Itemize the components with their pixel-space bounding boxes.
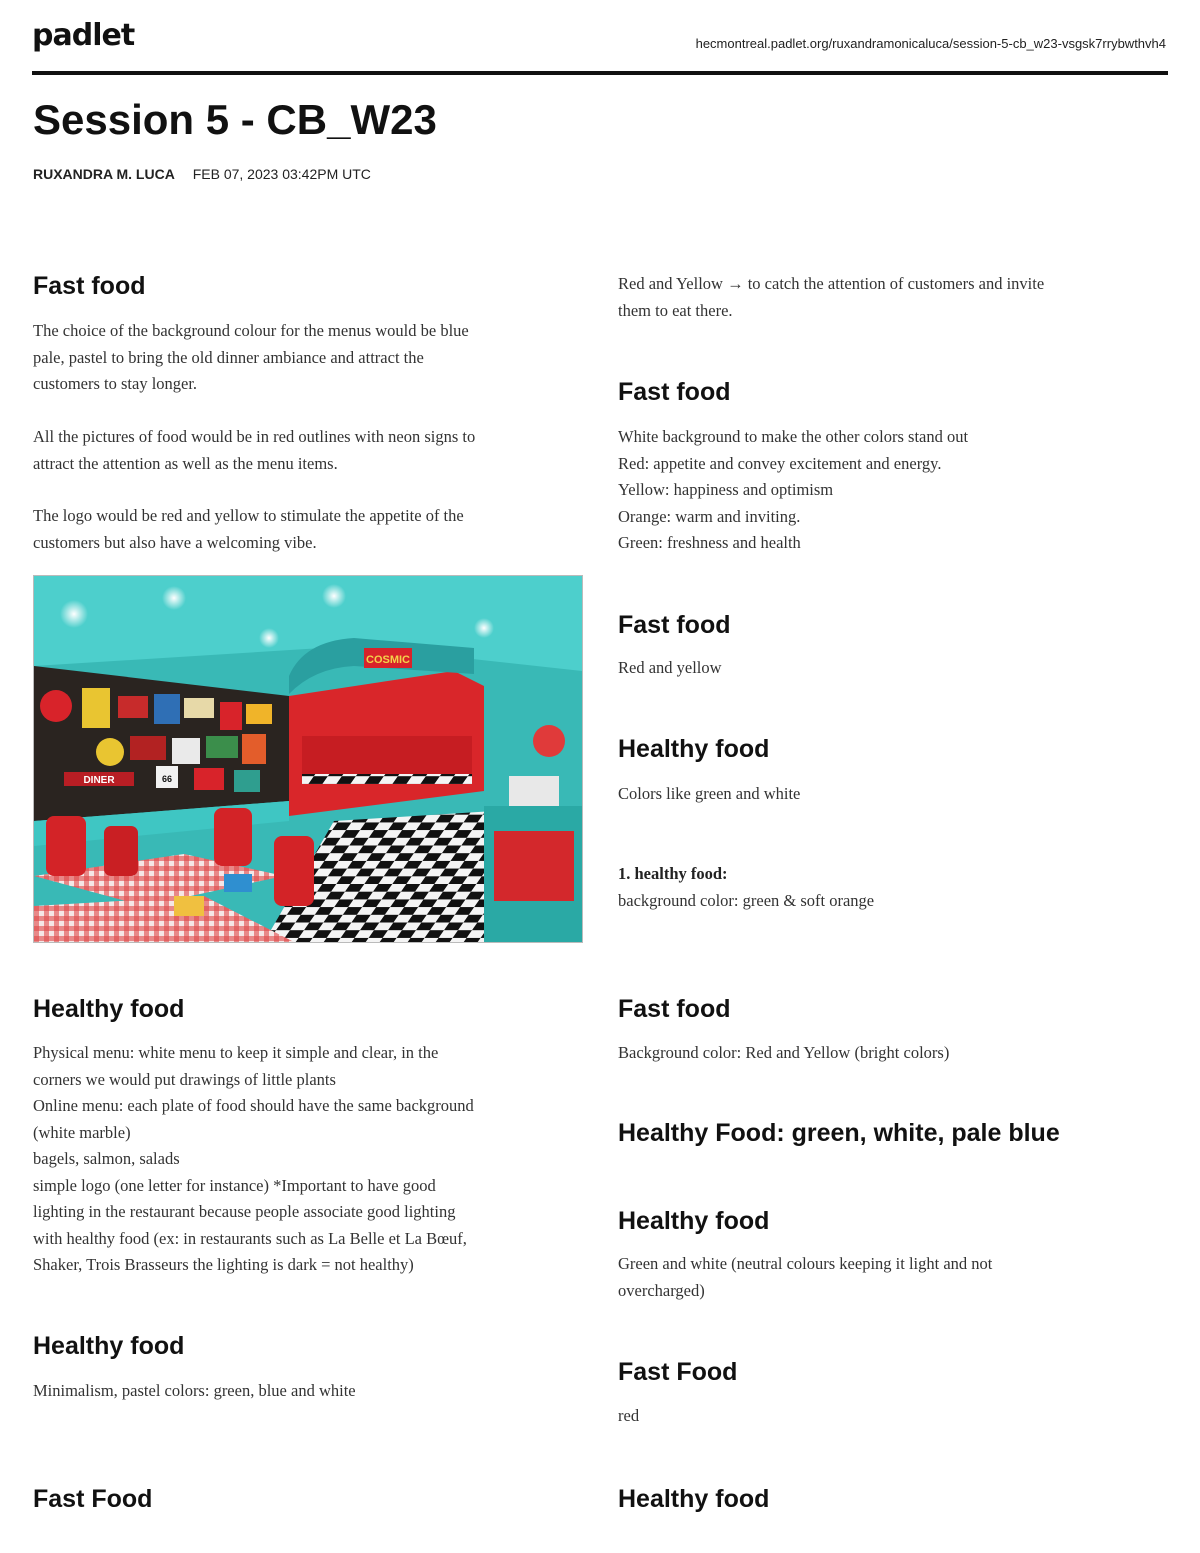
post-subject: Healthy food [33, 995, 185, 1023]
post-fast-food-6[interactable] [618, 1358, 1168, 1387]
post-subject: Healthy food [618, 1485, 770, 1513]
diner-photo[interactable] [33, 575, 583, 943]
post-body: Colors like green and white [618, 784, 801, 803]
post-subject: Healthy food [618, 735, 770, 763]
post-body: White background to make the other colors stand out Red: appetite and convey excitement and energy. Yellow: happiness and optimism Orange: warm and inviting. Green: freshness and health [618, 427, 969, 552]
post-body: red [618, 1406, 640, 1425]
post-subject: Fast food [618, 995, 731, 1023]
post-subject: Fast Food [33, 1485, 153, 1513]
post-fast-food-2[interactable] [33, 1485, 593, 1514]
post-fast-food-4[interactable] [618, 611, 1168, 640]
post-body: Red and Yellow → to catch the attention of customers and invite them to eat there. [618, 274, 1045, 320]
post-body: All the pictures of food would be in red outlines with neon signs to attract the attention as well as the menu items. [33, 427, 476, 473]
post-body: Red and yellow [618, 658, 722, 677]
post-healthy-food-5[interactable] [618, 1207, 1168, 1236]
post-healthy-food-4[interactable] [618, 1119, 1168, 1148]
post-subject: Healthy food [618, 1207, 770, 1235]
post-subject: Healthy Food: green, white, pale blue [618, 1119, 1060, 1147]
post-fast-food-3[interactable] [618, 378, 1168, 407]
post-subject: Fast food [33, 272, 146, 300]
post-healthy-food-1[interactable] [33, 995, 593, 1024]
sign-cosmic: COSMIC [366, 654, 410, 666]
post-healthy-food-6[interactable] [618, 1485, 1168, 1514]
diner-illustration [34, 576, 582, 942]
post-body: background color: green & soft orange [618, 891, 875, 910]
board-url[interactable]: hecmontreal.padlet.org/ruxandramonicaluca/session-5-cb_w23-vsgsk7rrybwthvh4 [695, 36, 1166, 51]
header-divider [32, 71, 1168, 75]
post-healthy-food-3[interactable] [618, 735, 1168, 764]
sign-route-66: 66 [161, 774, 173, 784]
post-body: Physical menu: white menu to keep it simple and clear, in the corners we would put drawings of little plants Online menu: each plate of food should have the same background (white marble) bagels, salmon, salads simple logo (one letter for instance) *Important to have good lighting in the restaurant because people associate good lighting with healthy food (ex: in restaurants such as La Belle et La Bœuf, Shaker, Trois Brasseurs the lighting is dark = not healthy) [33, 1043, 474, 1274]
post-fast-food-1[interactable] [33, 272, 593, 301]
post-subject: Healthy food [33, 1332, 185, 1360]
post-body: Green and white (neutral colours keeping it light and not overcharged) [618, 1254, 993, 1300]
post-body: The choice of the background colour for the menus would be blue pale, pastel to bring the old dinner ambiance and attract the customers to stay longer. [33, 321, 469, 393]
post-fast-food-5[interactable] [618, 995, 1168, 1024]
board-author: RUXANDRA M. LUCA [33, 166, 175, 182]
padlet-logo[interactable]: padlet [32, 18, 135, 53]
board-date: FEB 07, 2023 03:42PM UTC [192, 166, 371, 182]
board-meta [33, 166, 371, 182]
sign-diner: DINER [83, 775, 115, 786]
post-body: Minimalism, pastel colors: green, blue and white [33, 1381, 356, 1400]
post-subject: Fast food [618, 611, 731, 639]
post-body: Background color: Red and Yellow (bright colors) [618, 1043, 950, 1062]
post-body: The logo would be red and yellow to stimulate the appetite of the customers but also have a welcoming vibe. [33, 506, 464, 552]
post-healthy-food-2[interactable] [33, 1332, 593, 1361]
post-subject: Fast food [618, 378, 731, 406]
post-subject: Fast Food [618, 1358, 738, 1386]
board-title: Session 5 - CB_W23 [33, 96, 437, 143]
post-bold-line: 1. healthy food: [618, 864, 728, 883]
